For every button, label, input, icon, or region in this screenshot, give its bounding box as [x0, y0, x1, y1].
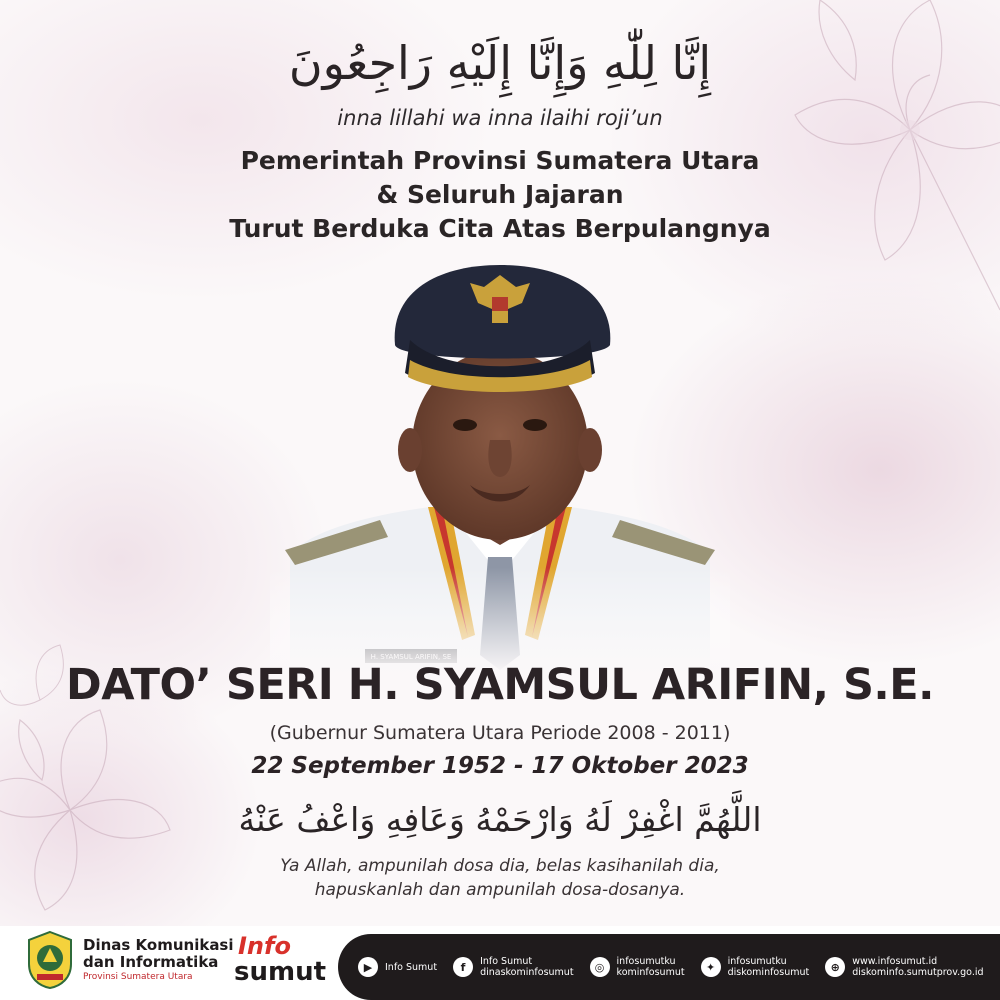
globe-icon: ⊕	[825, 957, 845, 977]
social-instagram[interactable]	[590, 956, 685, 978]
social-facebook-line-2: dinaskominfosumut	[480, 967, 574, 978]
arabic-condolence-phrase: إِنَّا لِلّٰهِ وَإِنَّا إِلَيْهِ رَاجِعُونَ	[288, 36, 712, 90]
deceased-role: (Gubernur Sumatera Utara Periode 2008 - 2011)	[269, 722, 731, 744]
social-youtube-text	[385, 962, 437, 973]
condolence-transliteration: inna lillahi wa inna ilaihi roji’un	[337, 106, 663, 130]
social-instagram-line-2: kominfosumut	[616, 967, 685, 978]
twitter-icon: ✦	[701, 957, 721, 977]
info-sumut-logo	[232, 930, 332, 988]
heading-line-2: & Seluruh Jajaran	[376, 180, 624, 209]
social-twitter-line-2: diskominfosumut	[727, 967, 810, 978]
org-name-line-2: dan Informatika	[83, 953, 219, 971]
org-subtitle: Provinsi Sumatera Utara	[83, 972, 193, 982]
social-facebook[interactable]	[453, 956, 573, 978]
social-website[interactable]	[825, 956, 983, 978]
prayer-translation-line-1: Ya Allah, ampunilah dosa dia, belas kasihanilah dia,	[280, 856, 720, 876]
social-facebook-line-1: Info Sumut	[480, 956, 533, 967]
social-website-text	[852, 956, 983, 978]
social-instagram-text	[617, 956, 685, 978]
social-facebook-text	[480, 956, 573, 978]
arabic-prayer: اللَّهُمَّ اغْفِرْ لَهُ وَارْحَمْهُ وَعَافِهِ وَاعْفُ عَنْهُ	[238, 800, 762, 839]
social-youtube[interactable]	[358, 957, 437, 977]
heading-line-1: Pemerintah Provinsi Sumatera Utara	[240, 146, 760, 175]
social-twitter-text	[728, 956, 810, 978]
social-website-line-2: diskominfo.sumutprov.go.id	[852, 967, 984, 978]
heading-line-3: Turut Berduka Cita Atas Berpulangnya	[229, 214, 771, 243]
svg-text:sumut: sumut	[234, 957, 327, 987]
deceased-name: DATO’ SERI H. SYAMSUL ARIFIN, S.E.	[66, 660, 934, 710]
deceased-dates: 22 September 1952 - 17 Oktober 2023	[251, 753, 749, 779]
social-instagram-line-1: infosumutku	[616, 956, 676, 967]
social-twitter-line-1: infosumutku	[727, 956, 787, 967]
portrait-photo	[270, 245, 730, 675]
social-twitter[interactable]	[701, 956, 810, 978]
prayer-translation-line-2: hapuskanlah dan ampunilah dosa-dosanya.	[314, 880, 686, 900]
social-website-line-1: www.infosumut.id	[852, 956, 938, 967]
facebook-icon: f	[453, 957, 473, 977]
org-name-line-1: Dinas Komunikasi	[83, 936, 234, 954]
social-links-bar	[338, 934, 1000, 1000]
instagram-icon: ◎	[590, 957, 610, 977]
youtube-icon: ▶	[358, 957, 378, 977]
org-name	[83, 937, 234, 971]
social-youtube-line-1: Info Sumut	[385, 961, 438, 973]
svg-text:Info: Info	[238, 932, 291, 960]
sumut-province-seal-logo	[25, 930, 75, 990]
